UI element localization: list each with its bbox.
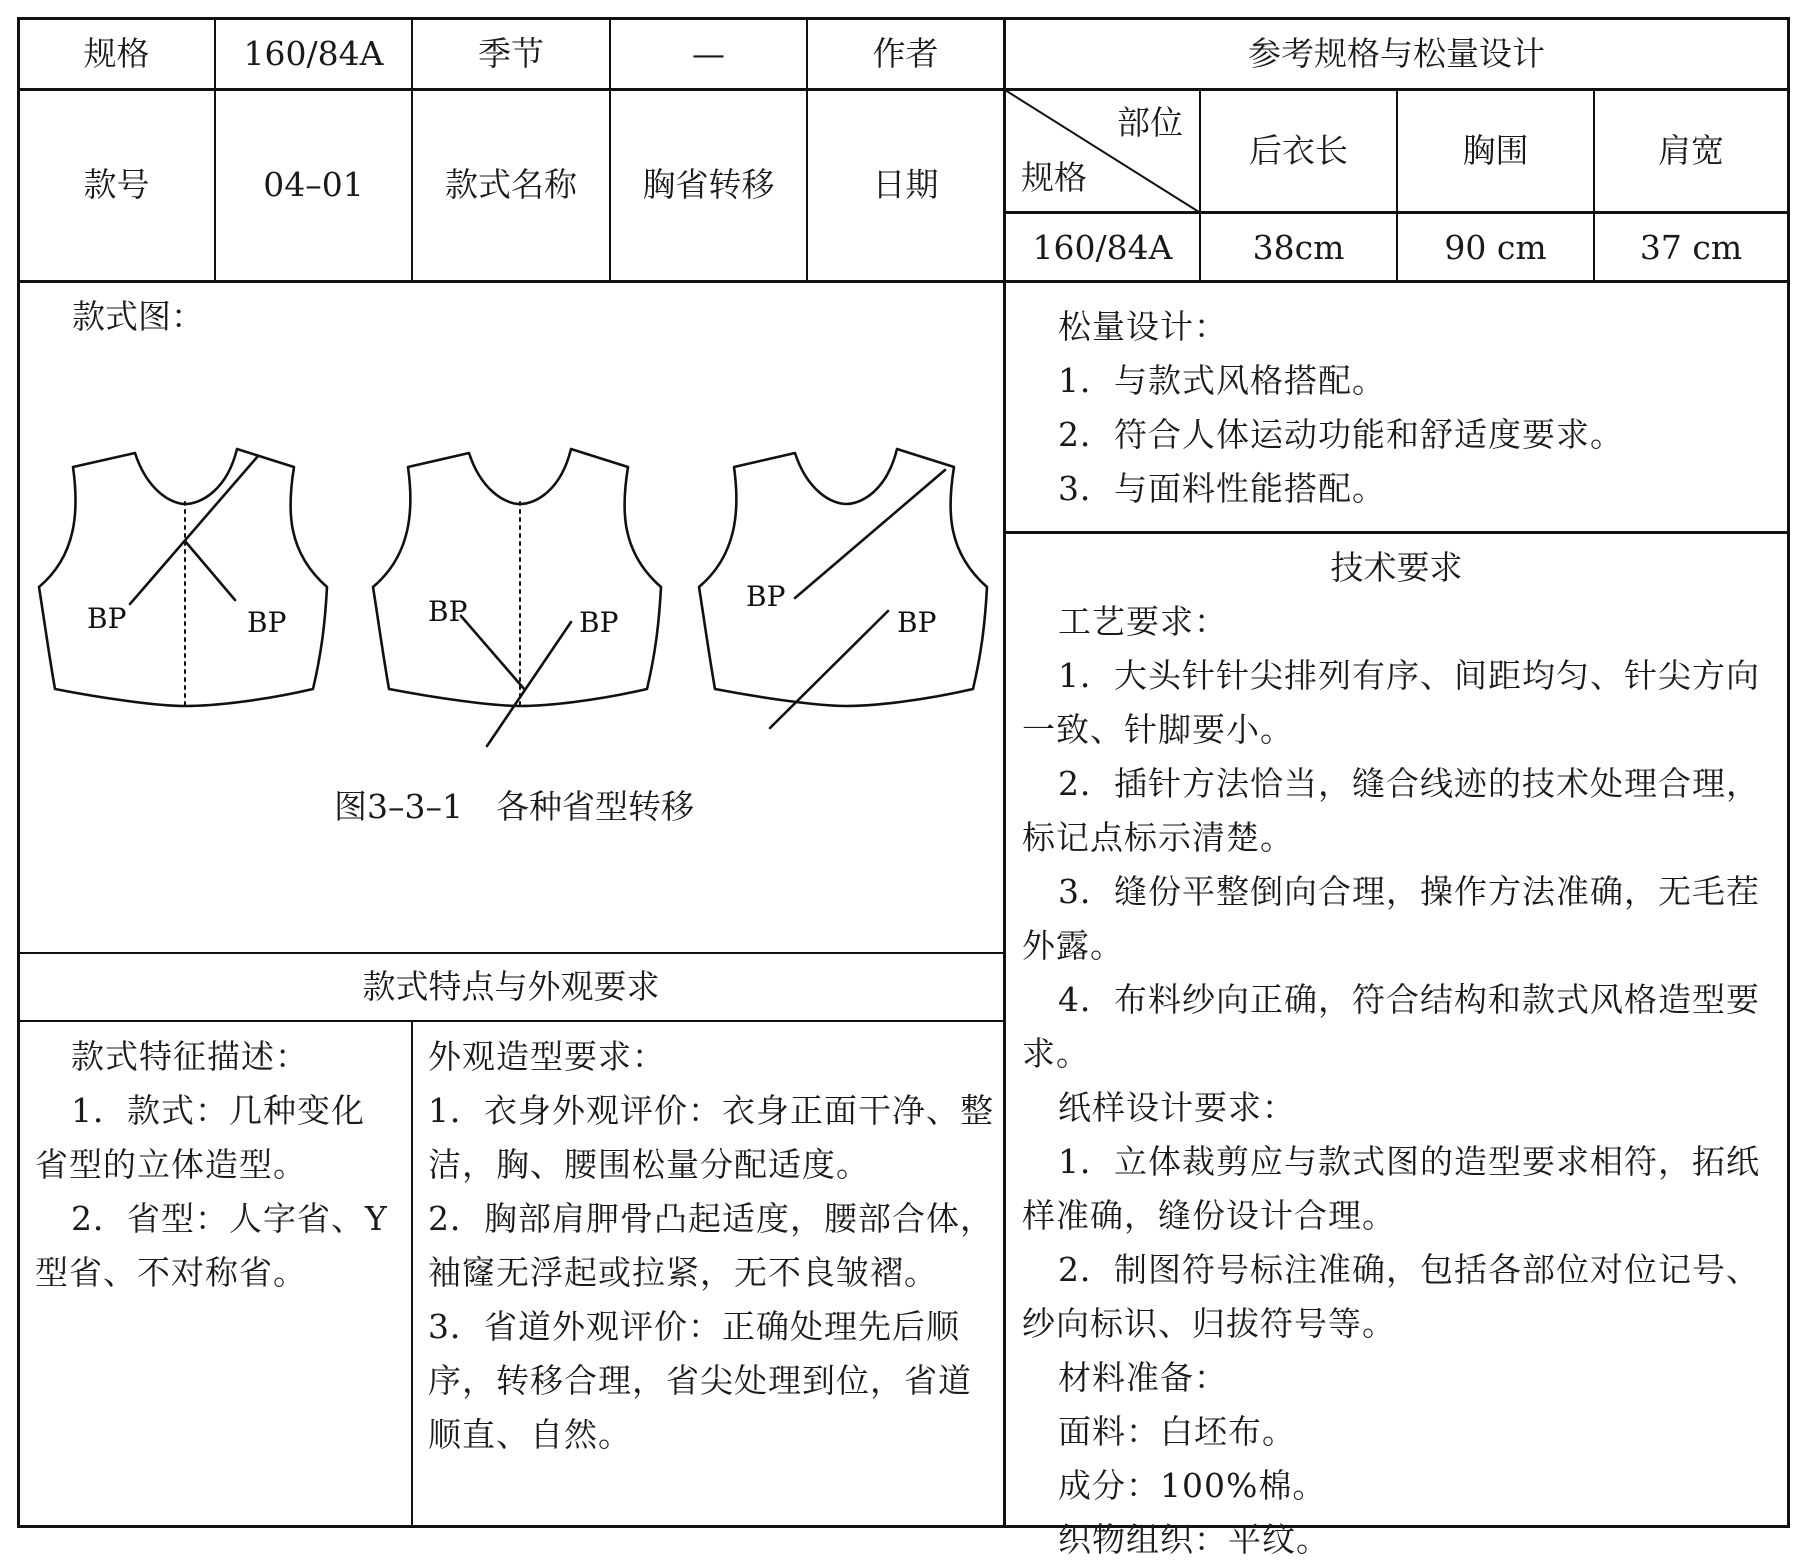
ease-title: 松量设计： (1058, 307, 1228, 346)
column-header: 肩宽 (1658, 131, 1724, 170)
appearance-item: 1．衣身外观评价：衣身正面干净、整洁，胸、腰围松量分配适度。 (428, 1091, 994, 1184)
reference-title: 参考规格与松量设计 (1248, 34, 1545, 73)
season-label: 季节 (478, 34, 544, 73)
style-name-value: 胸省转移 (642, 165, 775, 204)
tech-requirements (1022, 595, 1777, 1567)
dart-line (461, 616, 571, 746)
pattern-item: 2．制图符号标注准确，包括各部位对位记号、纱向标识、归拔符号等。 (1022, 1250, 1760, 1343)
craft-title: 工艺要求： (1058, 602, 1228, 641)
style-name-label: 款式名称 (445, 165, 577, 204)
desc-item: 1．款式：几种变化省型的立体造型。 (35, 1091, 365, 1184)
style-no-value: 04–01 (263, 165, 364, 204)
craft-item: 4．布料纱向正确，符合结构和款式风格造型要求。 (1022, 980, 1760, 1073)
pattern-title: 纸样设计要求： (1058, 1088, 1296, 1127)
desc-title: 款式特征描述： (71, 1037, 309, 1076)
tech-title: 技术要求 (1330, 548, 1463, 587)
row-value: 90 cm (1444, 228, 1547, 267)
spec-label: 规格 (83, 34, 150, 73)
bp-label: BP (746, 580, 786, 613)
material-weave: 织物组织：平纹。 (1058, 1520, 1330, 1559)
craft-item: 1．大头针针尖排列有序、间距均匀、针尖方向一致、针脚要小。 (1022, 656, 1760, 749)
style-no-label: 款号 (83, 165, 150, 204)
corner-bottom-label: 规格 (1021, 158, 1087, 197)
border-left (17, 17, 20, 1528)
season-value: — (692, 34, 725, 73)
pattern-item: 1．立体裁剪应与款式图的造型要求相符，拓纸样准确，缝份设计合理。 (1022, 1142, 1760, 1235)
features-title: 款式特点与外观要求 (362, 967, 660, 1006)
date-label: 日期 (872, 165, 939, 204)
desc-item: 2．省型：人字省、Y型省、不对称省。 (35, 1199, 388, 1292)
column-header: 胸围 (1462, 131, 1529, 170)
material-fabric: 面料：白坯布。 (1058, 1412, 1296, 1451)
border-top (17, 17, 1790, 20)
dart-line (130, 456, 258, 604)
rule-h6 (17, 1020, 1005, 1022)
bp-label: BP (87, 602, 127, 635)
rule-v9 (411, 1020, 413, 1528)
rule-h5 (17, 952, 1005, 954)
bp-label: BP (579, 606, 619, 639)
feature-description (35, 1030, 397, 1300)
author-label: 作者 (872, 34, 939, 73)
craft-item: 2．插针方法恰当，缝合线迹的技术处理合理，标记点标示清楚。 (1022, 764, 1760, 857)
spec-value: 160/84A (243, 34, 384, 73)
ease-item: 3．与面料性能搭配。 (1058, 469, 1386, 508)
appearance-item: 3．省道外观评价：正确处理先后顺序，转移合理，省尖处理到位，省道顺直、自然。 (428, 1307, 972, 1454)
craft-item: 3．缝份平整倒向合理，操作方法准确，无毛茬外露。 (1022, 872, 1760, 965)
bodice-outline (373, 449, 661, 706)
bp-label: BP (247, 606, 287, 639)
corner-top-label: 部位 (1117, 103, 1183, 142)
border-right (1787, 17, 1790, 1528)
row-value: 38cm (1252, 228, 1345, 267)
dart-line (770, 470, 945, 728)
bp-label: BP (428, 595, 468, 628)
style-drawing (25, 440, 995, 750)
drawing-label: 款式图： (72, 297, 204, 336)
material-title: 材料准备： (1058, 1358, 1228, 1397)
appearance-requirements (428, 1030, 994, 1462)
figure-caption: 图3–3–1 各种省型转移 (334, 787, 694, 826)
row-value: 37 cm (1639, 228, 1743, 267)
bodice-outline (39, 449, 327, 706)
bodice-outline (699, 449, 987, 706)
rule-h3 (17, 280, 1790, 283)
bp-label: BP (897, 606, 937, 639)
appearance-title: 外观造型要求： (428, 1037, 666, 1076)
rule-h4 (1003, 531, 1790, 534)
rule-h1 (17, 88, 1790, 91)
ease-item: 2．符合人体运动功能和舒适度要求。 (1058, 415, 1624, 454)
material-composition: 成分：100%棉。 (1058, 1466, 1327, 1505)
appearance-item: 2．胸部肩胛骨凸起适度，腰部合体，袖窿无浮起或拉紧，无不良皱褶。 (428, 1199, 994, 1292)
ease-design (1022, 300, 1777, 516)
ease-item: 1．与款式风格搭配。 (1058, 361, 1386, 400)
column-header: 后衣长 (1249, 131, 1348, 170)
row-spec: 160/84A (1032, 228, 1173, 267)
